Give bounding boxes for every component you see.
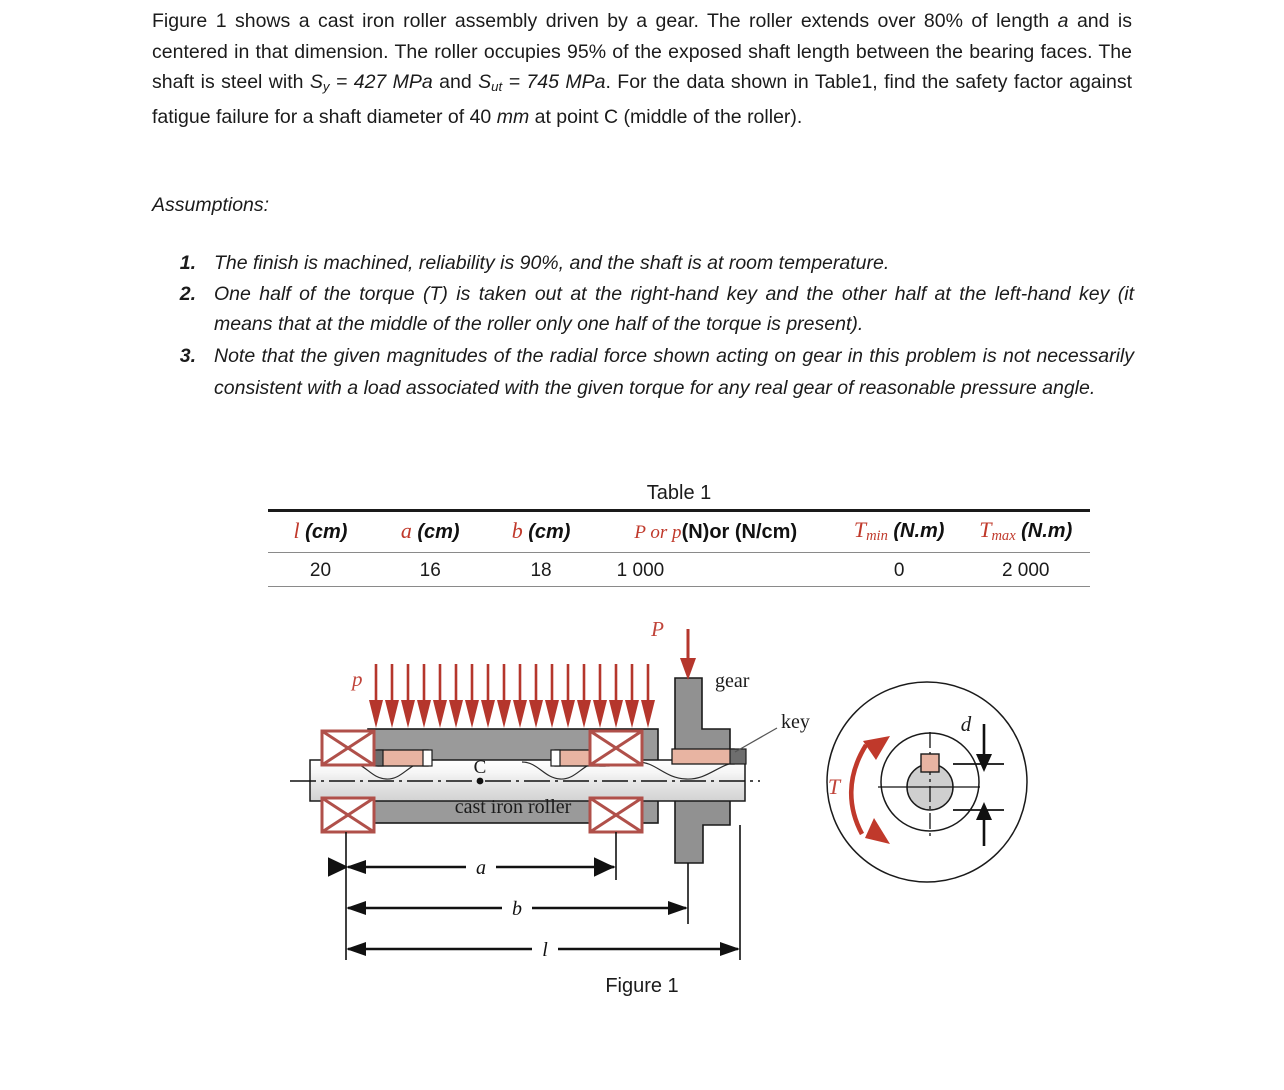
col-header-tmax — [961, 511, 1090, 553]
list-item-text: Note that the given magnitudes of the radial force shown acting on gear in this problem is not necessarily consistent with a load associated with the given torque for any real gear of reasonable pressure angle. — [214, 344, 1134, 399]
key-left — [374, 750, 432, 766]
cell-l: 20 — [268, 552, 373, 586]
endview-key — [921, 754, 939, 772]
assumptions-list — [152, 248, 1134, 405]
col-symbol-l: l — [293, 517, 300, 543]
roller-assembly-diagram — [290, 612, 1060, 1012]
figure-1 — [290, 612, 1060, 1012]
col-symbol-p: P or p — [634, 521, 682, 543]
sut-subscript: ut — [491, 78, 503, 94]
sy-value: = 427 MPa — [329, 71, 433, 93]
cell-a: 16 — [373, 552, 488, 586]
table-1-container — [268, 482, 1090, 587]
label-point-load: P — [651, 617, 664, 641]
list-item — [152, 340, 1134, 405]
unit-mm: mm — [496, 106, 530, 129]
col-header-a — [373, 511, 488, 553]
torque-arrow-head-top — [863, 736, 890, 760]
table-header-row — [268, 511, 1090, 553]
bearing-right-top — [590, 731, 642, 765]
cell-p: 1 000 — [595, 552, 837, 586]
gear-end-view — [827, 682, 1027, 882]
col-unit-b: (cm) — [528, 520, 571, 543]
assumptions-heading: Assumptions: — [152, 194, 270, 216]
list-item — [152, 279, 1134, 340]
problem-statement — [152, 6, 1132, 133]
col-header-l — [268, 511, 373, 553]
dimension-a — [348, 855, 614, 879]
bearing-left-bottom — [322, 798, 374, 832]
key-gear — [672, 749, 746, 764]
label-dim-a: a — [476, 857, 486, 879]
intro-text-1: Figure 1 shows a cast iron roller assembly driven by a gear. The roller extends over 80% of length — [152, 10, 1058, 32]
col-symbol-a: a — [400, 517, 412, 543]
intro-text-5: at point C (middle of the roller). — [529, 106, 803, 129]
cell-tmax: 2 000 — [961, 552, 1090, 586]
bearing-left-top — [322, 731, 374, 765]
data-table — [268, 509, 1090, 587]
intro-text-2: and is centered in that dimension. The roller occupies 95% of the exposed shaft length between the bearing faces. The shaft is steel with — [152, 10, 1133, 93]
length-symbol-a: a — [1057, 10, 1069, 32]
list-item-number: 2. — [179, 282, 196, 305]
label-distributed-load: p — [352, 667, 363, 691]
cell-b: 18 — [487, 552, 594, 586]
list-item — [152, 248, 1134, 279]
label-gear: gear — [715, 670, 750, 692]
label-point-c: C — [473, 757, 487, 778]
intro-text-4: . For the data shown in Table1, find the safety factor against fatigue failure for a shaft diameter of 40 — [152, 71, 1132, 129]
col-symbol-tmax: $T_{max}$ — [979, 517, 1016, 544]
col-unit-tmin: (N.m) — [893, 520, 945, 542]
intro-text-3: and — [432, 71, 479, 93]
figure-caption: Figure 1 — [605, 975, 679, 997]
sy-subscript: y — [322, 78, 330, 94]
bearing-right-bottom — [590, 798, 642, 832]
col-header-b — [487, 511, 594, 553]
sut-value: = 745 MPa — [502, 71, 606, 93]
point-load-arrow — [650, 617, 696, 680]
list-item-number: 1. — [179, 252, 196, 274]
col-symbol-tmin: $T_{min}$ — [853, 517, 888, 544]
key-leader-line — [735, 728, 777, 752]
cell-tmin: 0 — [837, 552, 962, 586]
label-diameter: d — [960, 712, 972, 736]
dimension-b — [348, 896, 686, 920]
col-header-p — [595, 511, 837, 553]
list-item-text: The finish is machined, reliability is 90%, and the shaft is at room temperature. — [214, 252, 890, 274]
sy-symbol: S — [309, 71, 323, 93]
table-title: Table 1 — [646, 482, 712, 504]
col-unit-p: (N)or (N/cm) — [681, 520, 798, 543]
col-header-tmin — [837, 511, 962, 553]
col-unit-a: (cm) — [417, 520, 460, 543]
list-item-number: 3. — [179, 344, 196, 367]
col-unit-l: (cm) — [305, 520, 348, 543]
torque-arrow-head-bottom — [865, 818, 890, 844]
label-dim-b: b — [512, 898, 522, 920]
col-unit-tmax: (N.m) — [1021, 520, 1073, 542]
sut-symbol: S — [478, 71, 492, 93]
label-torque: T — [827, 774, 841, 799]
dimension-l — [348, 937, 738, 961]
list-item-text: One half of the torque (T) is taken out at the right-hand key and the other half at the left-hand key (it means that at the middle of the roller only one half of the torque is present). — [214, 282, 1134, 335]
label-dim-l: l — [542, 939, 548, 961]
table-row — [268, 552, 1090, 586]
label-key: key — [781, 711, 810, 733]
distributed-load-arrows — [350, 664, 655, 728]
col-symbol-b: b — [511, 517, 523, 543]
torque-arc — [851, 745, 866, 834]
label-cast-iron-roller: cast iron roller — [454, 796, 572, 818]
